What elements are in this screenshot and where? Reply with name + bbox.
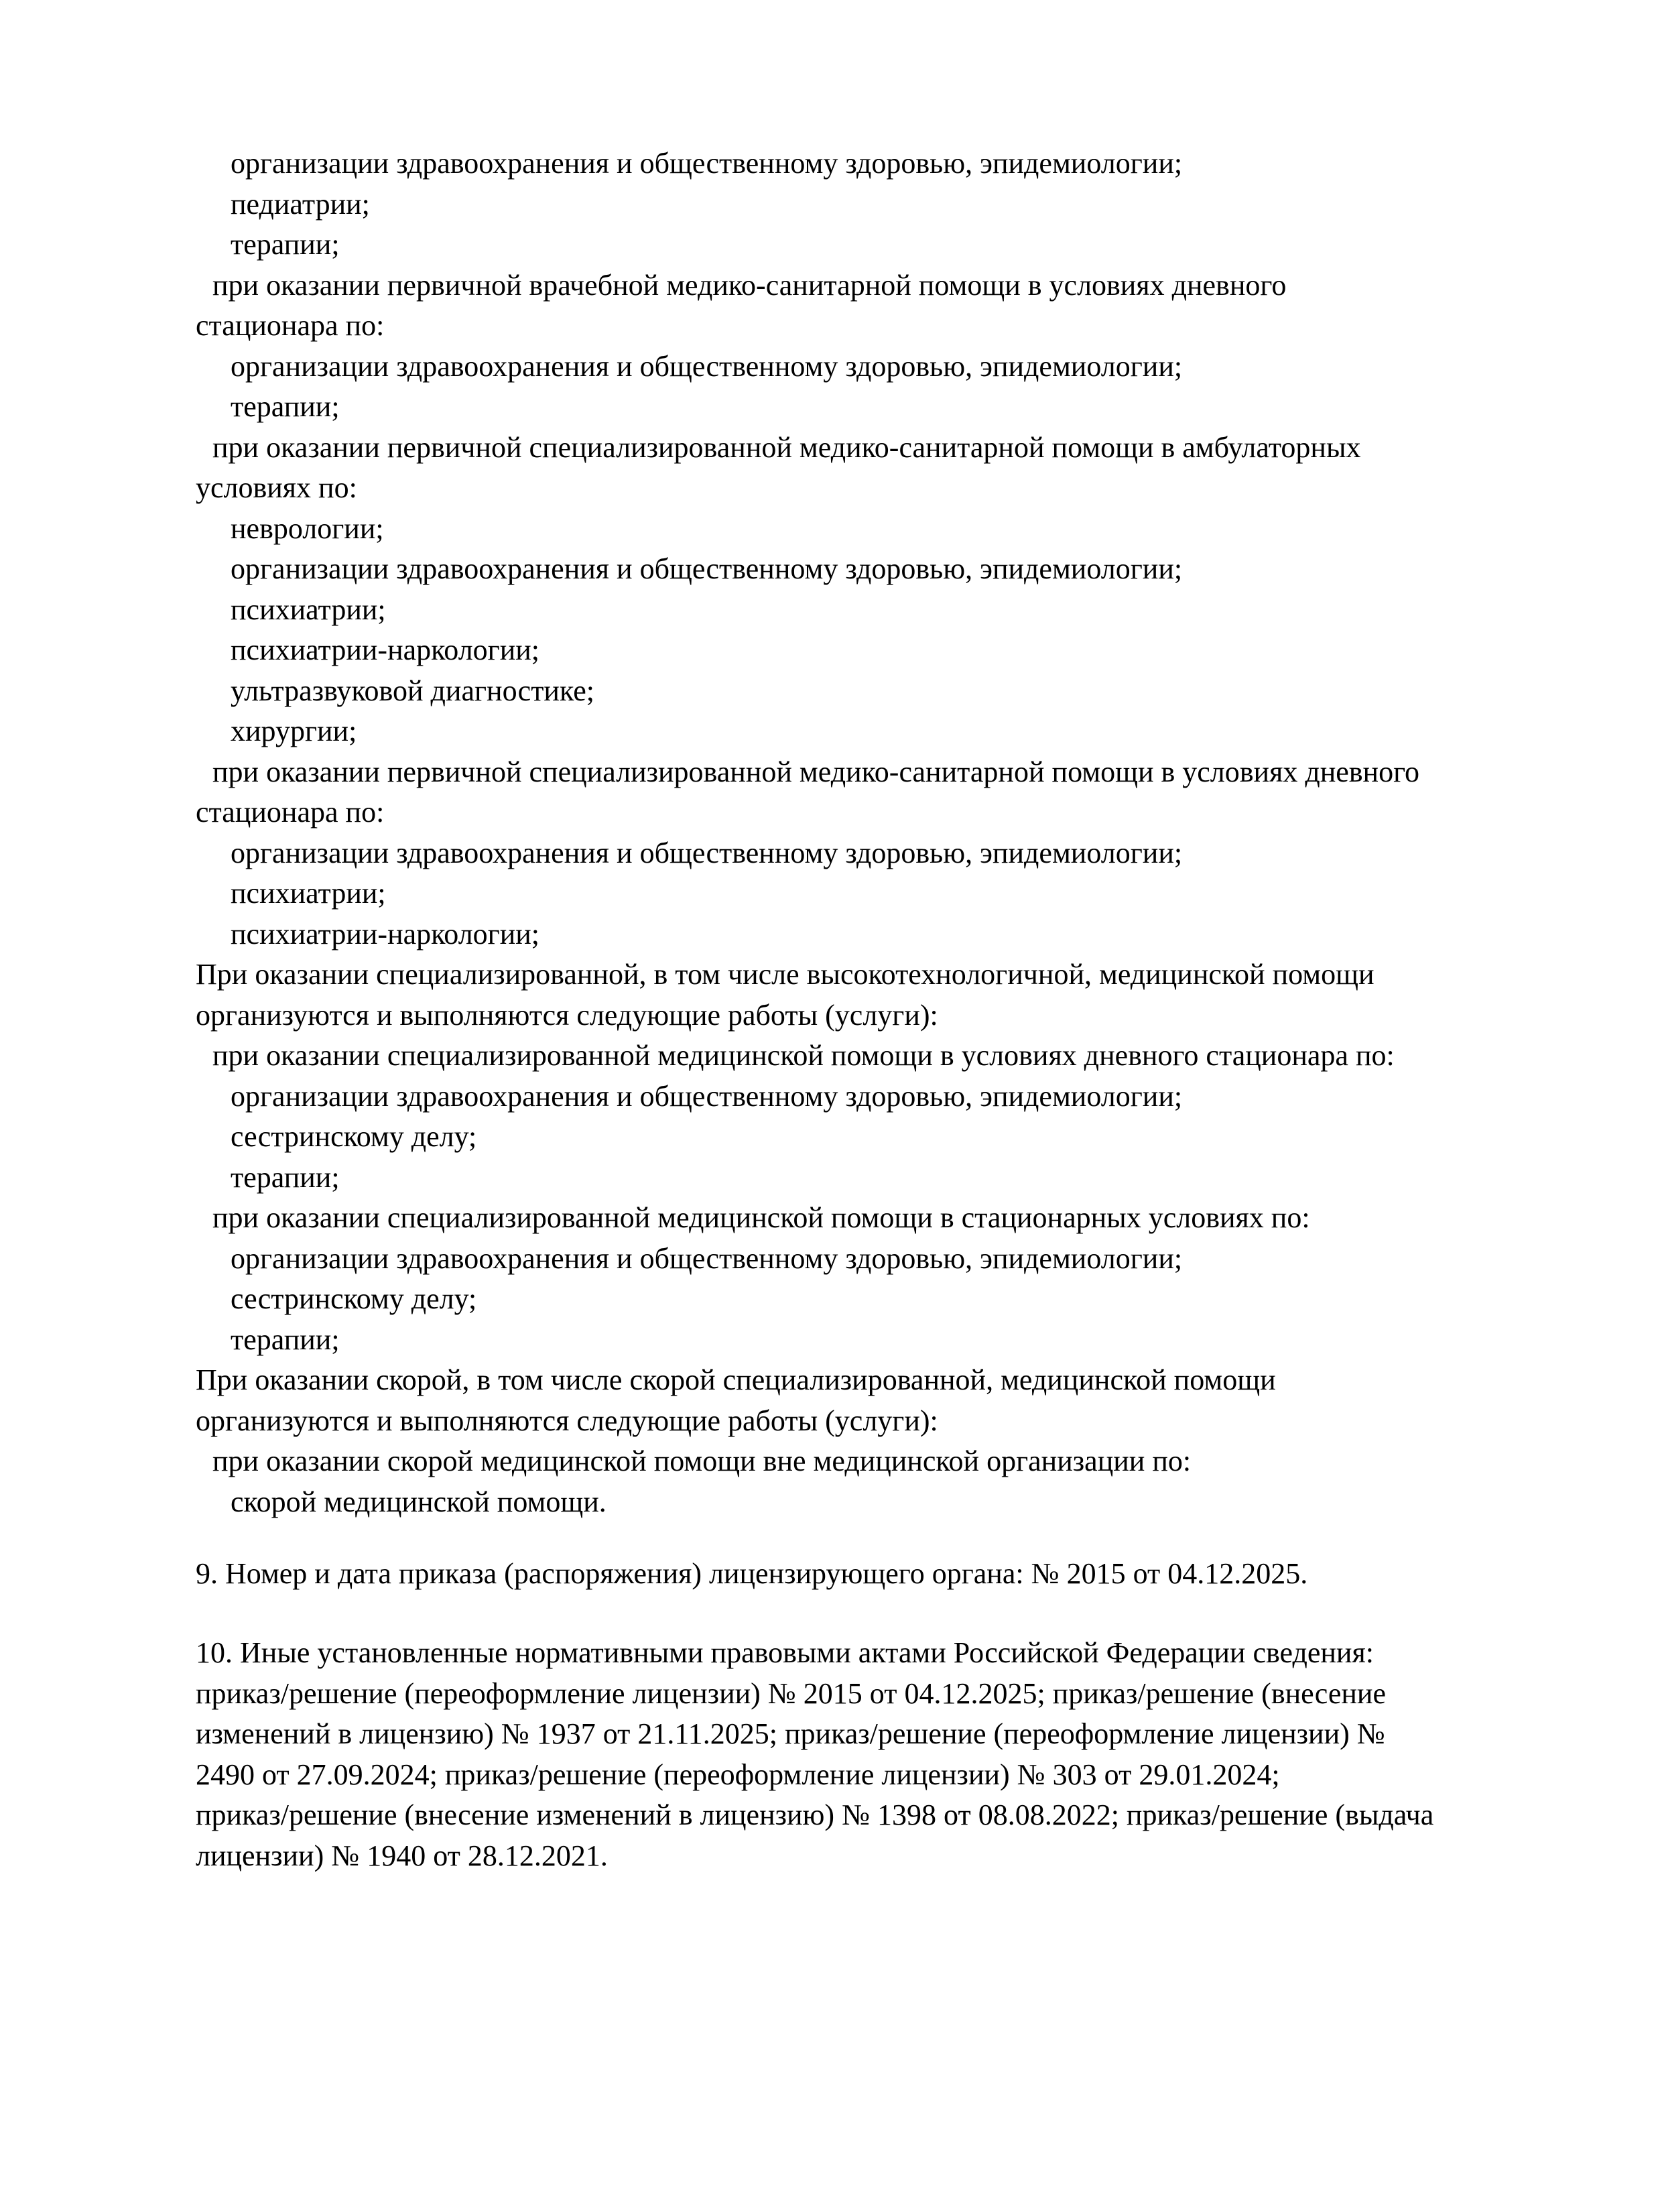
- text-line: при оказании специализированной медицинской помощи в стационарных условиях по:: [212, 1201, 1310, 1234]
- text-line: При оказании скорой, в том числе скорой специализированной, медицинской помощи: [196, 1363, 1276, 1396]
- text-line: организации здравоохранения и общественному здоровью, эпидемиологии;: [231, 552, 1183, 585]
- text-line: изменений в лицензию) № 1937 от 21.11.2025; приказ/решение (переоформление лицензии) №: [196, 1717, 1385, 1750]
- text-line: организации здравоохранения и общественному здоровью, эпидемиологии;: [231, 147, 1183, 180]
- item-9-order-number-paragraph: [196, 1554, 1603, 1595]
- text-line: организации здравоохранения и общественному здоровью, эпидемиологии;: [231, 1079, 1183, 1113]
- text-line: психиатрии;: [231, 593, 386, 626]
- text-line: 9. Номер и дата приказа (распоряжения) лицензирующего органа: № 2015 от 04.12.2025.: [196, 1557, 1308, 1590]
- text-line: скорой медицинской помощи.: [231, 1485, 606, 1518]
- text-line: организации здравоохранения и общественному здоровью, эпидемиологии;: [231, 836, 1183, 869]
- text-line: приказ/решение (переоформление лицензии) № 2015 от 04.12.2025; приказ/решение (внесение: [196, 1676, 1386, 1710]
- text-line: при оказании скорой медицинской помощи вне медицинской организации по:: [212, 1445, 1192, 1477]
- text-line: при оказании специализированной медицинской помощи в условиях дневного стационара по:: [212, 1039, 1395, 1072]
- text-line: педиатрии;: [231, 187, 370, 221]
- text-line: при оказании первичной специализированной медико-санитарной помощи в условиях дневного: [212, 755, 1420, 788]
- text-line: условиях по:: [196, 471, 357, 504]
- item-10-other-information-paragraph: [196, 1633, 1603, 1876]
- text-line: При оказании специализированной, в том числе высокотехнологичной, медицинской помощи: [196, 958, 1375, 991]
- text-line: сестринскому делу;: [231, 1282, 477, 1315]
- text-line: при оказании первичной специализированной медико-санитарной помощи в амбулаторных: [212, 430, 1361, 464]
- text-line: терапии;: [231, 1160, 340, 1194]
- text-line: организуются и выполняются следующие работы (услуги):: [196, 998, 938, 1032]
- text-line: приказ/решение (внесение изменений в лицензию) № 1398 от 08.08.2022; приказ/решение (выдача: [196, 1798, 1434, 1831]
- text-line: стационара по:: [196, 309, 385, 342]
- text-line: терапии;: [231, 390, 340, 423]
- text-line: психиатрии-наркологии;: [231, 917, 540, 950]
- text-line: при оказании первичной врачебной медико-санитарной помощи в условиях дневного: [212, 268, 1287, 302]
- text-line: психиатрии;: [231, 877, 386, 910]
- text-line: хирургии;: [231, 715, 357, 747]
- text-line: организации здравоохранения и общественному здоровью, эпидемиологии;: [231, 1241, 1183, 1275]
- licensed-works-services-list: [196, 143, 1603, 1522]
- text-line: стационара по:: [196, 796, 385, 828]
- text-line: терапии;: [231, 1323, 340, 1356]
- text-line: организации здравоохранения и общественному здоровью, эпидемиологии;: [231, 349, 1183, 383]
- text-line: неврологии;: [231, 511, 384, 545]
- text-line: психиатрии-наркологии;: [231, 633, 540, 666]
- text-line: лицензии) № 1940 от 28.12.2021.: [196, 1839, 608, 1872]
- text-line: организуются и выполняются следующие работы (услуги):: [196, 1404, 938, 1437]
- text-line: терапии;: [231, 228, 340, 261]
- text-line: ультразвуковой диагностике;: [231, 674, 595, 707]
- text-line: сестринскому делу;: [231, 1120, 477, 1153]
- text-line: 10. Иные установленные нормативными правовыми актами Российской Федерации сведения:: [196, 1636, 1374, 1669]
- text-line: 2490 от 27.09.2024; приказ/решение (переоформление лицензии) № 303 от 29.01.2024;: [196, 1758, 1280, 1791]
